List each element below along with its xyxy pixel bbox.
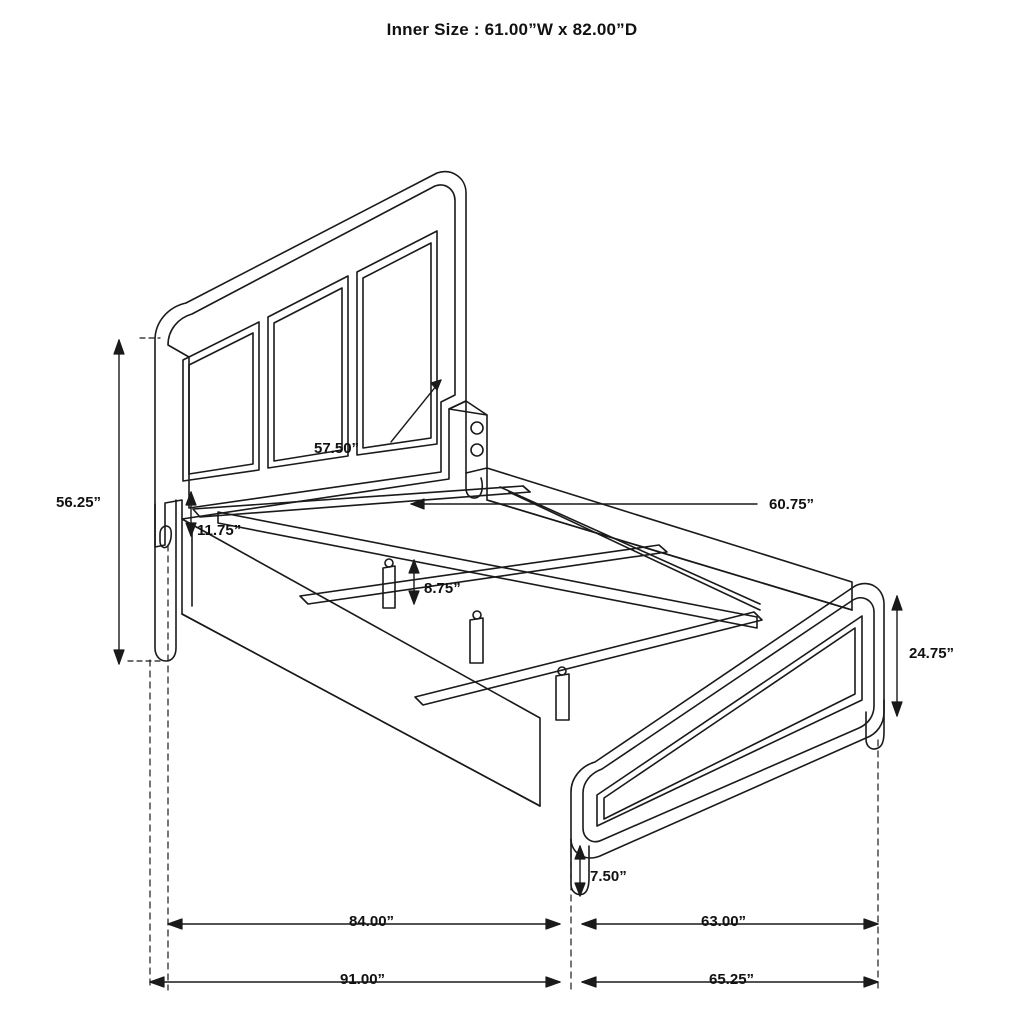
dimension-label-slat-span-width: 60.75” [769, 496, 815, 513]
center-support-leg-3 [556, 667, 569, 720]
page-title: Inner Size : 61.00”W x 82.00”D [386, 20, 638, 39]
dimension-label-overall-height: 56.25” [56, 494, 102, 511]
dimension-label-slat-support-height: 8.75” [424, 580, 461, 597]
dimension-label-headboard-panel-width: 57.50” [314, 440, 360, 457]
dimension-label-overall-length: 91.00” [340, 971, 386, 988]
left-side-rail [182, 519, 540, 806]
dimension-label-overall-width: 65.25” [709, 971, 755, 988]
right-side-rail [487, 468, 852, 610]
slat-rail-1 [193, 486, 530, 517]
headboard-panel-right [357, 231, 437, 455]
center-support-leg-2 [470, 611, 483, 663]
dimension-label-footboard-depth-inner: 63.00” [701, 913, 747, 930]
slat-rail-3 [415, 612, 762, 705]
headboard-panel-left [183, 322, 259, 481]
dimension-label-side-rail-length: 84.00” [349, 913, 395, 930]
headboard-right-post [449, 401, 487, 498]
footboard-panel [597, 616, 862, 826]
dimension-label-footboard-height: 24.75” [909, 645, 955, 662]
dimension-label-footboard-leg-height: 7.50” [590, 868, 627, 885]
dimension-label-headboard-lower-clearance: 11.75” [197, 522, 242, 539]
dimension-lines [114, 338, 902, 990]
